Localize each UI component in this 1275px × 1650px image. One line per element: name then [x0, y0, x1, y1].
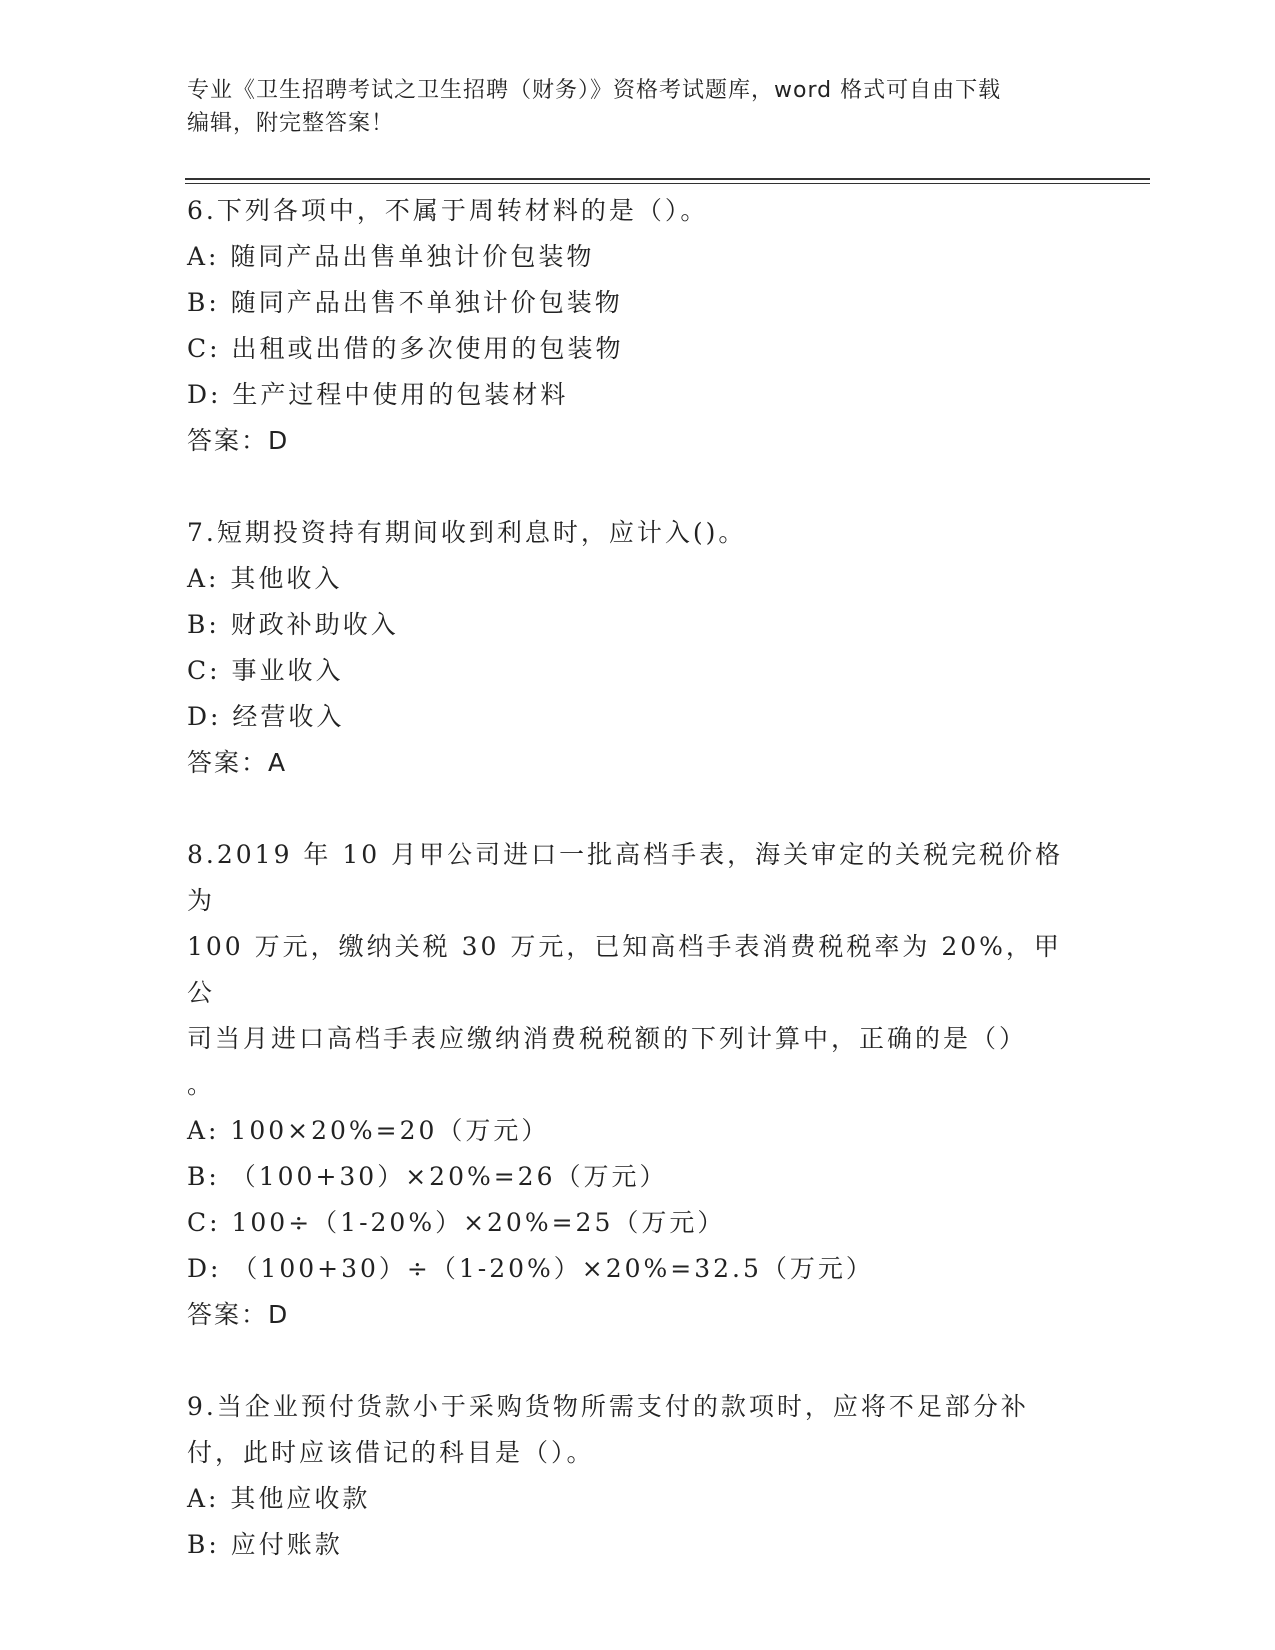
option-d: D: 生产过程中使用的包装材料: [187, 380, 569, 409]
question-9: [187, 1384, 1087, 1568]
option-d: D: （100+30）÷（1-20%）×20%=32.5（万元）: [187, 1254, 874, 1283]
question-text-line-3: 司当月进口高档手表应缴纳消费税税额的下列计算中，正确的是（）: [187, 1024, 1028, 1053]
option-c: C: 出租或出借的多次使用的包装物: [187, 334, 624, 363]
question-text-line-2: 付，此时应该借记的科目是（）。: [187, 1438, 595, 1467]
question-list: [187, 188, 1087, 1568]
question-text-line-4: 。: [187, 1070, 216, 1099]
header-rule-thick: [185, 178, 1150, 180]
question-7: [187, 510, 1087, 786]
option-a: A: 100×20%=20（万元）: [187, 1116, 550, 1145]
option-b: B: 应付账款: [187, 1530, 343, 1559]
option-b: B: 随同产品出售不单独计价包装物: [187, 288, 623, 317]
option-c: C: 事业收入: [187, 656, 344, 685]
answer: 答案：D: [187, 426, 290, 455]
option-d: D: 经营收入: [187, 702, 345, 731]
option-a: A: 其他应收款: [187, 1484, 371, 1513]
document-header: [187, 74, 1087, 140]
question-text-line-2: 100 万元，缴纳关税 30 万元，已知高档手表消费税税率为 20%，甲公: [187, 932, 1062, 1007]
question-text-line-1: 8.2019 年 10 月甲公司进口一批高档手表，海关审定的关税完税价格为: [187, 840, 1064, 915]
option-b: B: 财政补助收入: [187, 610, 399, 639]
header-rule-thin: [185, 183, 1150, 184]
question-6: [187, 188, 1087, 464]
header-line-1: 专业《卫生招聘考试之卫生招聘（财务）》资格考试题库，word 格式可自由下载: [187, 78, 1002, 103]
header-line-2: 编辑，附完整答案！: [187, 111, 395, 136]
question-text: 7.短期投资持有期间收到利息时，应计入()。: [187, 518, 747, 547]
option-b: B: （100+30）×20%=26（万元）: [187, 1162, 668, 1191]
answer: 答案：D: [187, 1300, 290, 1329]
question-8: [187, 832, 1087, 1338]
answer: 答案：A: [187, 748, 288, 777]
option-c: C: 100÷（1-20%）×20%=25（万元）: [187, 1208, 726, 1237]
question-text: 6.下列各项中，不属于周转材料的是（）。: [187, 196, 709, 225]
question-text-line-1: 9.当企业预付货款小于采购货物所需支付的款项时，应将不足部分补: [187, 1392, 1029, 1421]
option-a: A: 其他收入: [187, 564, 343, 593]
option-a: A: 随同产品出售单独计价包装物: [187, 242, 595, 271]
